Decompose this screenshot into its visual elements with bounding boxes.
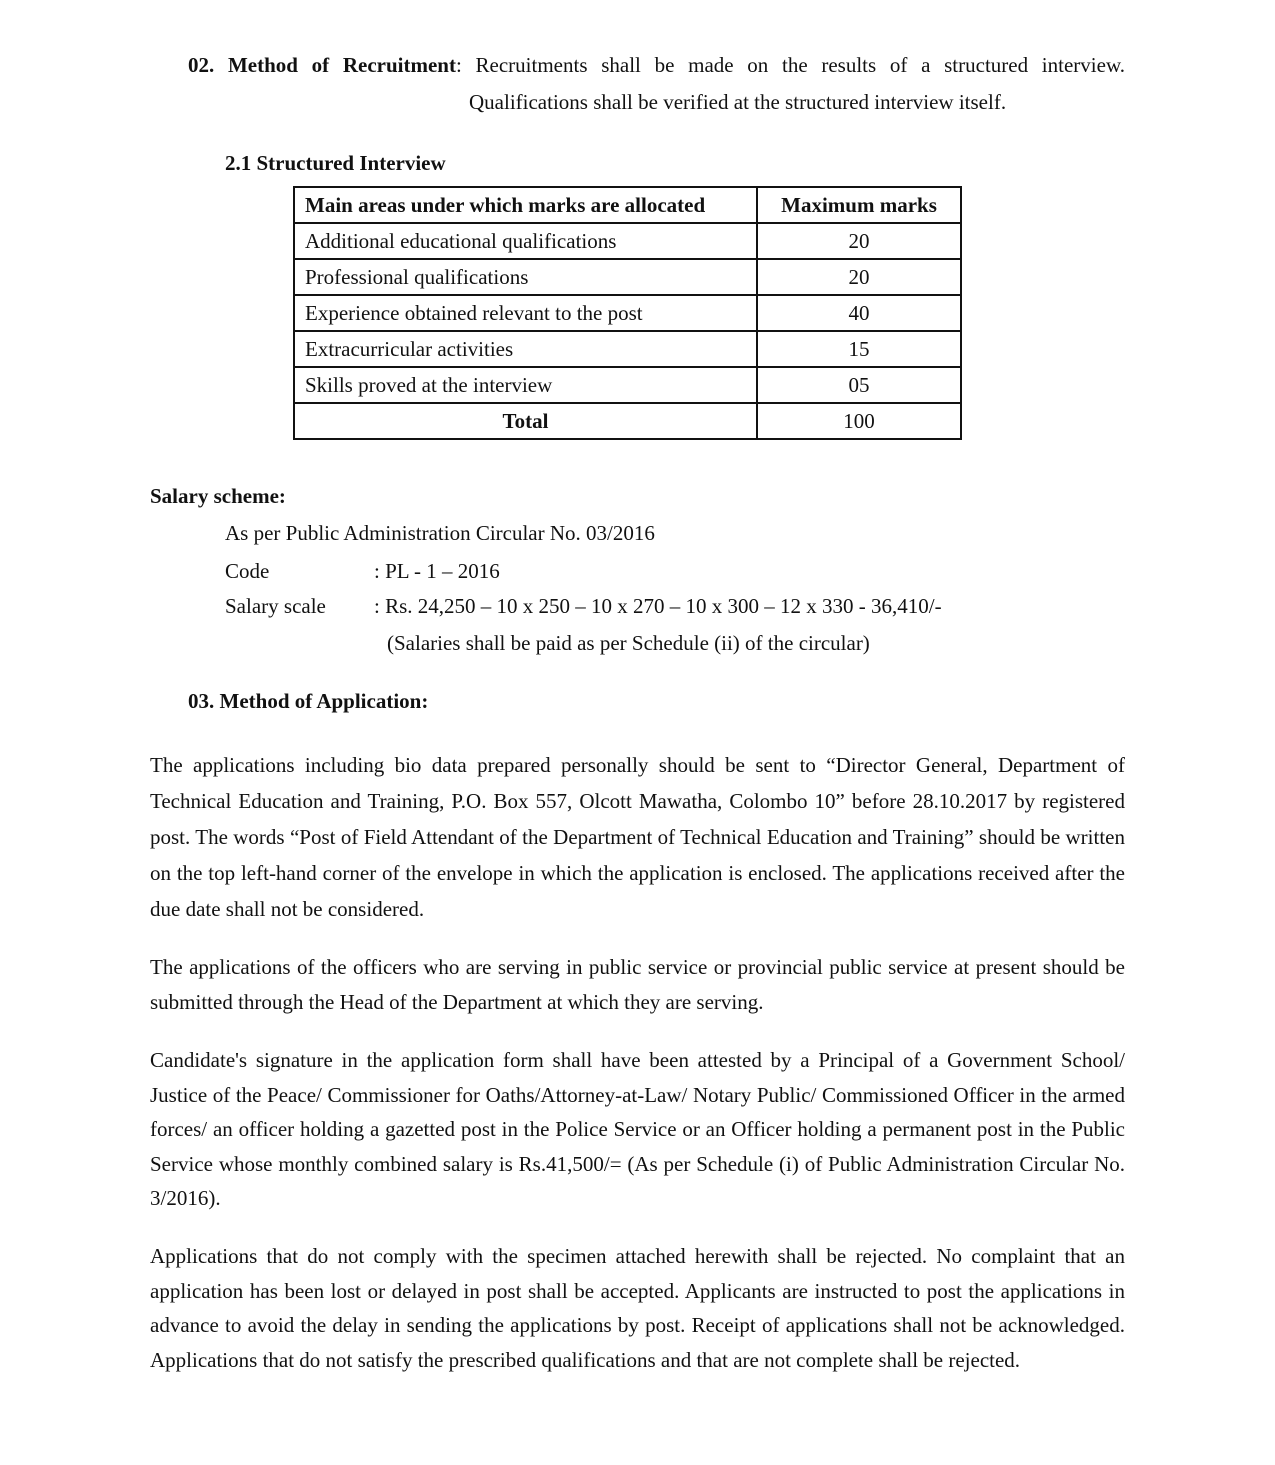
total-value: 100 — [757, 403, 961, 439]
recruitment-method-heading: 02. Method of Recruitment — [188, 53, 456, 77]
salary-scale-note: (Salaries shall be paid as per Schedule (ii) of the circular) — [387, 631, 870, 655]
salary-circular: As per Public Administration Circular No. 03/2016 — [225, 521, 655, 545]
table-row — [294, 223, 961, 259]
area-cell: Skills proved at the interview — [294, 367, 757, 403]
salary-scale-label: Salary scale — [225, 594, 326, 618]
area-cell: Additional educational qualifications — [294, 223, 757, 259]
table-row — [294, 367, 961, 403]
paragraph: Applications that do not comply with the specimen attached herewith shall be rejected. No complaint that an application has been lost or delayed in post shall be accepted. Applicants are instructed to post the applications in advance to avoid the delay in sending the applications by post. Receipt of applications shall not be acknowledged. Applications that do not satisfy the prescribed qualifications and that are not complete shall be rejected. — [150, 1244, 1125, 1372]
recruitment-method-text-1: : Recruitments shall be made on the results of a structured interview. — [455, 53, 1125, 77]
paragraph: The applications including bio data prepared personally should be sent to “Director General, Department of Technical Education and Training, P.O. Box 557, Olcott Mawatha, Colombo 10” before 28.10.2017 by registered post. The words “Post of Field Attendant of the Department of Technical Education and Training” should be written on the top left-hand corner of the envelope in which the application is enclosed. The applications received after the due date shall not be considered. — [150, 753, 1125, 921]
header-area: Main areas under which marks are allocated — [294, 187, 757, 223]
area-cell: Professional qualifications — [294, 259, 757, 295]
table-row — [294, 295, 961, 331]
structured-interview-heading: 2.1 Structured Interview — [225, 151, 446, 175]
paragraph: Candidate's signature in the application form shall have been attested by a Principal of a Government School/ Justice of the Peace/ Commissioner for Oaths/Attorney-at-Law/ Notary Public/ Commissioned Officer in the armed forces/ an officer holding a gazetted post in the Police Service or an Officer holding a permanent post in the Public Service whose monthly combined salary is Rs.41,500/= (As per Schedule (i) of Public Administration Circular No. 3/2016). — [150, 1048, 1125, 1210]
recruitment-method-text-2: Qualifications shall be verified at the structured interview itself. — [469, 90, 1007, 114]
salary-scheme-heading: Salary scheme: — [150, 484, 286, 508]
recruitment-method-line-1 — [188, 53, 1125, 78]
table-row — [294, 331, 961, 367]
table-row — [294, 259, 961, 295]
area-cell: Extracurricular activities — [294, 331, 757, 367]
code-value: : PL - 1 – 2016 — [374, 559, 500, 583]
marks-cell: 20 — [757, 259, 961, 295]
marks-cell: 15 — [757, 331, 961, 367]
total-label: Total — [294, 403, 757, 439]
marks-cell: 20 — [757, 223, 961, 259]
salary-scale-value: : Rs. 24,250 – 10 x 250 – 10 x 270 – 10 x 300 – 12 x 330 - 36,410/- — [374, 594, 942, 618]
paragraph: The applications of the officers who are serving in public service or provincial public service at present should be submitted through the Head of the Department at which they are serving. — [150, 955, 1125, 1014]
header-max-marks: Maximum marks — [757, 187, 961, 223]
area-cell: Experience obtained relevant to the post — [294, 295, 757, 331]
marks-cell: 40 — [757, 295, 961, 331]
marks-cell: 05 — [757, 367, 961, 403]
application-method-heading: 03. Method of Application: — [188, 689, 429, 713]
table-header-row — [294, 187, 961, 223]
table-total-row — [294, 403, 961, 439]
marks-table — [293, 186, 962, 440]
code-label: Code — [225, 559, 270, 583]
